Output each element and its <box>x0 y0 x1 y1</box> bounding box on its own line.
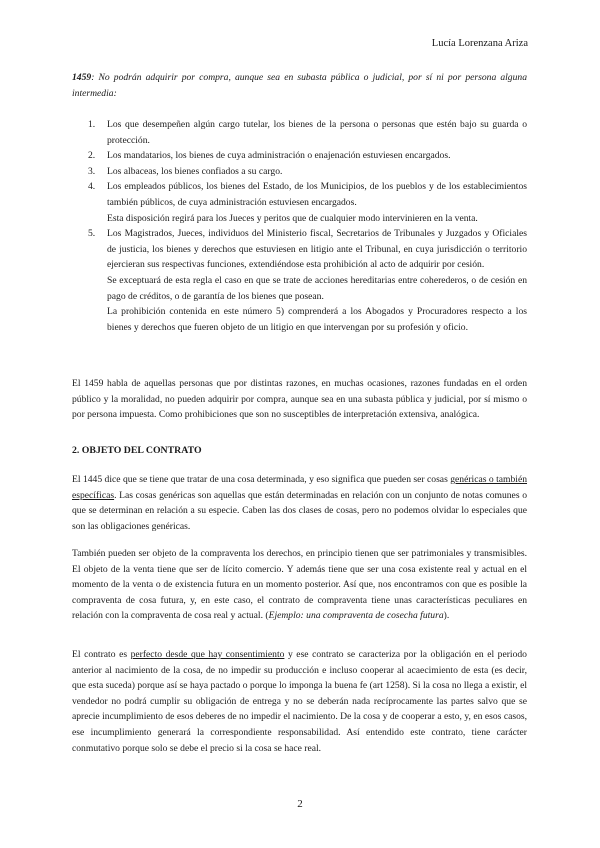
paragraph-object-underlined: genéricas o también específicas <box>72 474 528 501</box>
intro-text: : No podrán adquirir por compra, aunque sea en subasta pública o judicial, por sí ni por persona alguna intermedia: <box>72 72 527 99</box>
page-header-author: Lucía Lorenzana Ariza <box>431 38 528 49</box>
list-item-text: Se exceptuará de esta regla el caso en que se trate de acciones hereditarias entre coherederos, o de cesión en pago de créditos, o de garantía de los bienes que posean. <box>107 274 527 302</box>
list-item-number: 4. <box>88 181 96 193</box>
intro-paragraph <box>72 70 527 101</box>
list-item-text: La prohibición contenida en este número 5) comprenderá a los Abogados y Procuradores respecto a los bienes y derechos que fueren objeto de un litigio en que intervengan por su profesión y oficio. <box>107 306 527 333</box>
list-item-text: Esta disposición regirá para los Jueces y peritos que de cualquier modo intervinieren en la venta. <box>107 212 478 224</box>
article-number: 1459 <box>72 72 92 83</box>
paragraph-contract-text-a: El contrato es <box>72 649 131 660</box>
list-item <box>72 179 527 226</box>
paragraph-rights-text-a: También pueden ser objeto de la compraventa los derechos, en principio tienen que ser patrimoniales y transmisibles. El objeto de la venta tiene que ser de lícito comercio. Y además tiene que ser una cosa existente real y actual en el momento de la venta o de existencia futura en un momento posterior. Así que, nos encontramos con que es posible la compraventa de cosa futura, y, en este caso, el contrato de compraventa tiene unas características peculiares en relación con la compraventa de cosa real y actual. ( <box>72 548 527 622</box>
paragraph-rights-text-b: ). <box>443 610 450 622</box>
list-item-text: Los empleados públicos, los bienes del Estado, de los Municipios, de los pueblos y de los establecimientos también públicos, de cuya administración estuviesen encargados. <box>107 181 527 208</box>
list-item-number: 5. <box>88 228 96 240</box>
paragraph-object-text-b: . Las cosas genéricas son aquellas que están determinadas en relación con un conjunto de notas comunes o que se determinan en relación a su especie. Caben las dos clases de cosas, pero no podemos olvidar lo especiales que son las obligaciones genéricas. <box>72 489 527 532</box>
paragraph-contract-text-b: y ese contrato se caracteriza por la obligación en el periodo anterior al nacimiento de la cosa, de no impedir su producción e incluso cooperar al acaecimiento de esta (es decir, que esta suceda) porque así se haya pactado o porque lo imponga la buena fe (art 1258). Si la cosa no llega a existir, el vendedor no podrá cumplir su obligación de entrega y no se deberán nada recíprocamente las partes salvo que se aprecie incumplimiento de esos deberes de no impedir el nacimiento. De la cosa y de cooperar a esto, y, en esos casos, ese incumplimiento generará la correspondiente responsabilidad. Así entendido este contrato, tiene carácter conmutativo porque solo se debe el precio si la cosa se hace real. <box>72 649 527 754</box>
list-item-number: 1. <box>88 119 96 130</box>
list-item-text: Los que desempeñen algún cargo tutelar, los bienes de la persona o personas que estén bajo su guarda o protección. <box>107 119 527 146</box>
article-list <box>72 117 527 335</box>
list-item-text: Los mandatarios, los bienes de cuya administración o enajenación estuviesen encargados. <box>107 150 451 162</box>
list-item <box>72 226 527 335</box>
list-item-text: Los Magistrados, Jueces, individuos del Ministerio fiscal, Secretarios de Tribunales y Juzgados y Oficiales de justicia, los bienes y derechos que estuviesen en litigio ante el Tribunal, en cuya jurisdicción o territorio ejercieran sus respectivas funciones, extendiéndose esta prohibición al acto de adquirir por cesión. <box>107 228 527 271</box>
list-item <box>72 148 527 164</box>
page-number: 2 <box>297 798 303 810</box>
paragraph-contract-underlined: perfecto desde que hay consentimiento <box>130 649 285 660</box>
list-item-number: 3. <box>88 165 96 177</box>
list-item <box>72 117 527 148</box>
list-item <box>72 164 527 180</box>
list-item-text: Los albaceas, los bienes confiados a su cargo. <box>107 165 283 177</box>
paragraph-object <box>72 472 527 534</box>
paragraph-1459: El 1459 habla de aquellas personas que por distintas razones, en muchas ocasiones, razones fundadas en el orden público y la moralidad, no pueden adquirir por compra, aunque sea en una subasta pública y judicial, por sí mismo o por persona impuesta. Como prohibiciones que son no susceptibles de interpretación extensiva, analógica. <box>72 378 527 421</box>
paragraph-contract <box>72 647 527 756</box>
list-item-number: 2. <box>88 150 96 162</box>
paragraph-rights <box>72 546 527 624</box>
paragraph-object-text-a: El 1445 dice que se tiene que tratar de una cosa determinada, y eso significa que pueden ser cosas <box>72 474 451 485</box>
section-heading: 2. OBJETO DEL CONTRATO <box>72 445 202 456</box>
paragraph-rights-example: Ejemplo: una compraventa de cosecha futura <box>268 610 444 622</box>
